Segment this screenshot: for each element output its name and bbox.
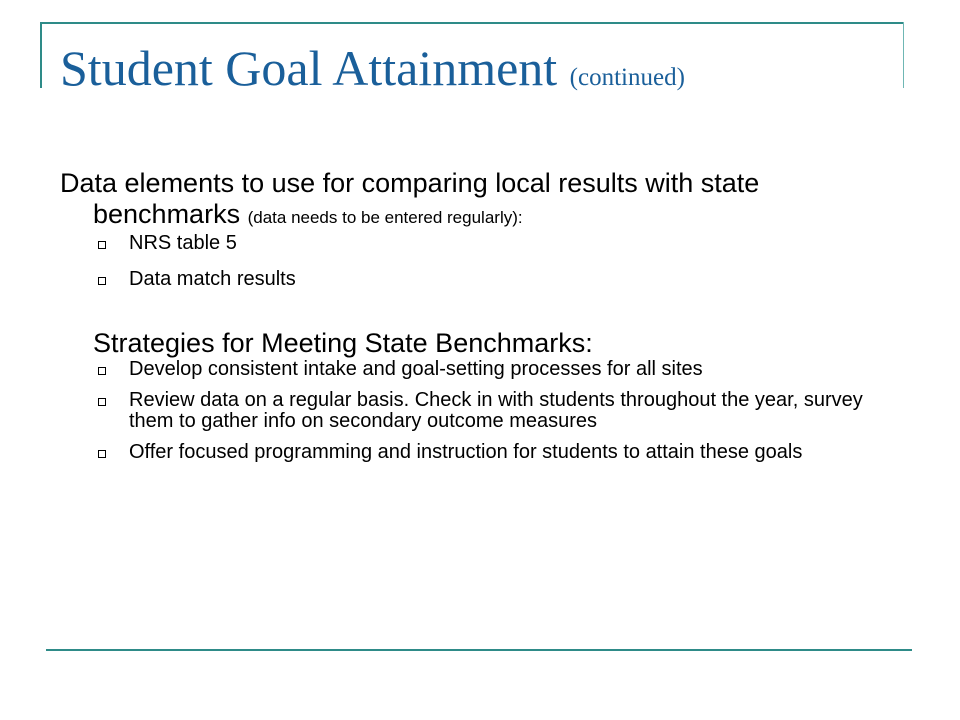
list-item [60,390,910,432]
right-rule [903,22,904,88]
list-item [60,233,910,254]
list-item [60,269,910,290]
list-item [60,442,910,463]
bottom-rule [46,649,912,651]
left-rule [40,22,42,88]
list-item-text: Offer focused programming and instruction for students to attain these goals [129,441,803,463]
slide-content [60,168,910,463]
checkbox-square-icon [98,398,106,406]
slide-title [60,38,685,108]
list-item-text: Data match results [129,268,296,290]
title-suffix: (continued) [569,64,685,91]
lead-main-text: Data elements to use for comparing local results with state benchmarks [60,168,760,229]
list-item-text: Review data on a regular basis. Check in with students throughout the year, survey them to gather info on secondary outcome measures [129,389,863,432]
list-item-text: Develop consistent intake and goal-setting processes for all sites [129,358,703,380]
lead-note: (data needs to be entered regularly): [247,208,523,227]
strategies-heading: Strategies for Meeting State Benchmarks: [93,328,593,358]
checkbox-square-icon [98,450,106,458]
title-main: Student Goal Attainment [60,40,558,96]
checkbox-square-icon [98,367,106,375]
top-rule [40,22,904,24]
strategies-list [60,359,910,463]
checkbox-square-icon [98,241,106,249]
data-elements-list [60,233,910,290]
checkbox-square-icon [98,277,106,285]
list-item-text: NRS table 5 [129,232,237,254]
lead-paragraph [60,168,910,233]
list-item [60,359,910,380]
